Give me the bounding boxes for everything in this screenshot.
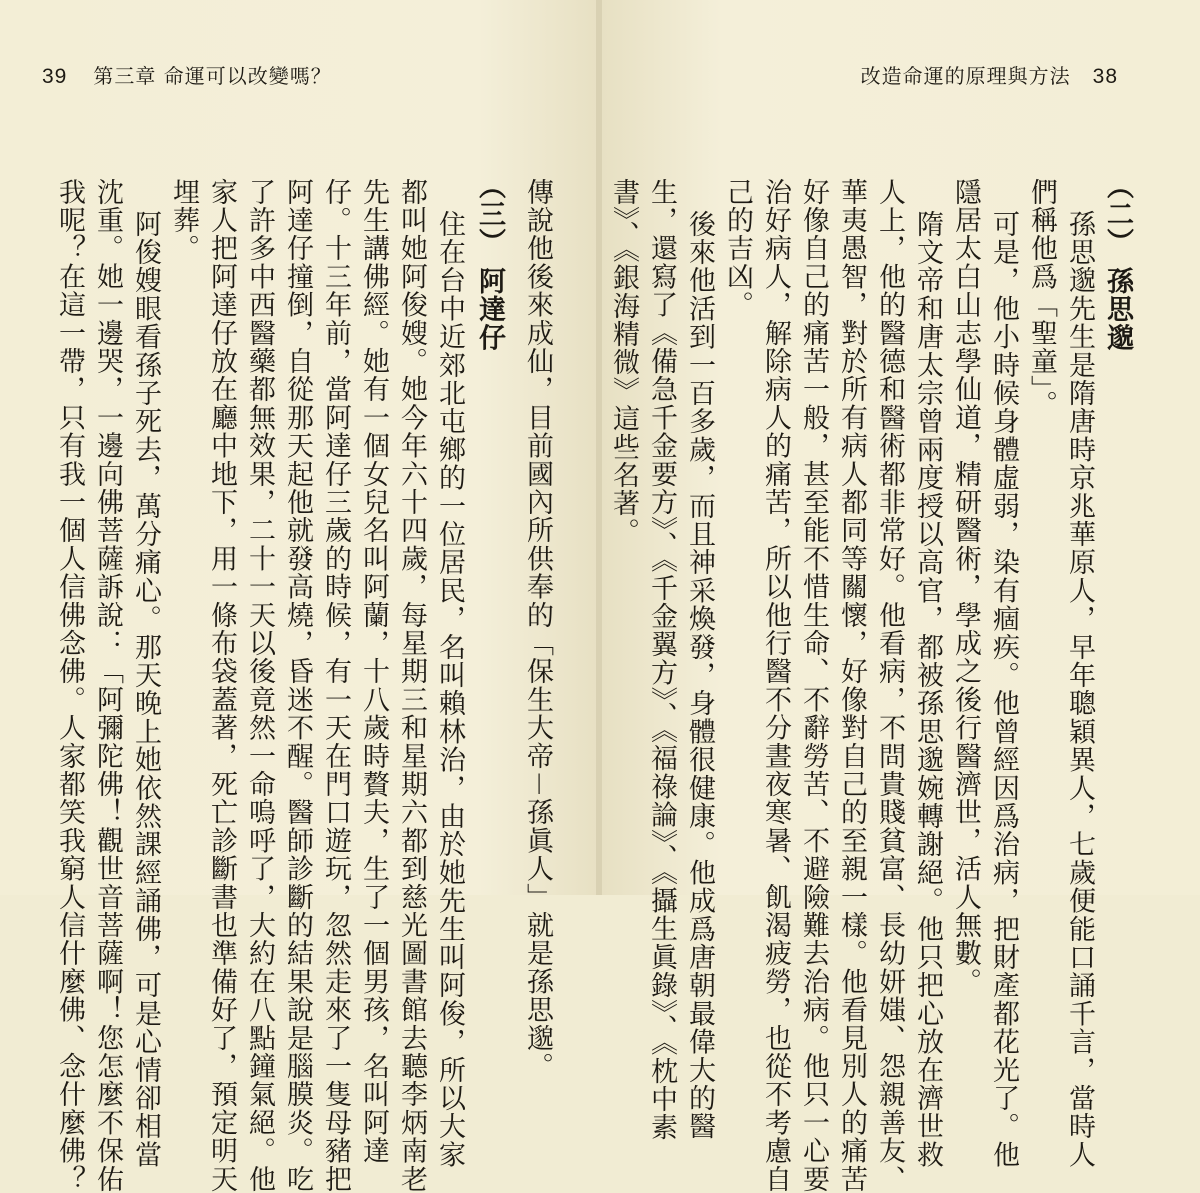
- text-line: 家人把阿達仔放在廳中地下，用一條布袋蓋著，死亡診斷書也準備好了，預定明天: [206, 178, 237, 1193]
- text-line: 己的吉凶。: [722, 178, 753, 319]
- text-line: 生，還寫了《備急千金要方》、《千金翼方》、《福祿論》、《攝生眞錄》、《枕中素: [646, 178, 677, 1142]
- text-line: 傳說他後來成仙，目前國內所供奉的「保生大帝－孫眞人」就是孫思邈。: [522, 178, 553, 1081]
- text-line: 治好病人，解除病人的痛苦，所以他行醫不分晝夜寒暑、飢渴疲勞，也從不考慮自: [760, 178, 791, 1193]
- text-line: 阿俊嫂眼看孫子死去，萬分痛心。那天晚上她依然課經誦佛，可是心情卻相當: [130, 210, 161, 1169]
- text-line: 沈重。她一邊哭，一邊向佛菩薩訴說：「阿彌陀佛！觀世音菩薩啊！您怎麼不保佑: [92, 178, 123, 1193]
- text-line: 隋文帝和唐太宗曾兩度授以高官，都被孫思邈婉轉謝絕。他只把心放在濟世救: [912, 210, 943, 1169]
- left-page: [0, 0, 598, 1193]
- text-line: 我呢？在這一帶，只有我一個人信佛念佛。人家都笑我窮人信什麼佛、念什麼佛？: [54, 178, 85, 1193]
- text-line: 阿達仔撞倒，自從那天起他就發高燒，昏迷不醒。醫師診斷的結果說是腦膜炎。吃: [282, 178, 313, 1193]
- running-title: 改造命運的原理與方法: [860, 64, 1071, 88]
- text-line: 好像自己的痛苦一般，甚至能不惜生命、不辭勞苦、不避險難去治病。他只一心要: [798, 178, 829, 1193]
- text-line: 住在台中近郊北屯鄉的一位居民，名叫賴林治，由於她先生叫阿俊，所以大家: [434, 210, 465, 1169]
- text-line: 都叫她阿俊嫂。她今年六十四歲，每星期三和星期六都到慈光圖書館去聽李炳南老: [396, 178, 427, 1193]
- running-title: 第三章 命運可以改變嗎？: [93, 64, 332, 88]
- page-number: 39: [42, 65, 68, 88]
- text-line: 可是，他小時候身體虛弱，染有痼疾。他曾經因爲治病，把財產都花光了。他: [988, 210, 1019, 1169]
- text-line: 埋葬。: [168, 178, 199, 263]
- text-line: 先生講佛經。她有一個女兒名叫阿蘭，十八歲時贅夫，生了一個男孩，名叫阿達: [358, 178, 389, 1165]
- text-line: 華夷愚智，對於所有病人都同等關懷，好像對自己的至親一樣。他看見別人的痛苦: [836, 178, 867, 1193]
- text-line: 書》、《銀海精微》這些名著。: [608, 178, 639, 546]
- right-page-header: [861, 60, 1118, 90]
- text-line: 隱居太白山志學仙道，精研醫術，學成之後行醫濟世，活人無數。: [950, 178, 981, 996]
- text-line: 孫思邈先生是隋唐時京兆華原人，早年聰穎異人，七歲便能口誦千言，當時人: [1064, 210, 1095, 1169]
- text-line: 後來他活到一百多歲，而且神采煥發，身體很健康。他成爲唐朝最偉大的醫: [684, 210, 715, 1141]
- text-line: 們稱他爲「聖童」。: [1026, 178, 1057, 419]
- text-line: 了許多中西醫藥都無效果，二十一天以後竟然一命嗚呼了，大約在八點鐘氣絕。他: [244, 178, 275, 1193]
- right-page: [602, 0, 1200, 1193]
- section-heading: （三） 阿達仔: [474, 172, 505, 352]
- page-number: 38: [1092, 65, 1118, 88]
- left-page-header: [42, 60, 332, 90]
- section-heading: （二） 孫思邈: [1102, 172, 1133, 352]
- text-line: 人上，他的醫德和醫術都非常好。他看病，不問貴賤貧富、長幼妍媸、怨親善友、: [874, 178, 905, 1193]
- text-line: 仔。十三年前，當阿達仔三歲的時候，有一天在門口遊玩，忽然走來了一隻母豬把: [320, 178, 351, 1193]
